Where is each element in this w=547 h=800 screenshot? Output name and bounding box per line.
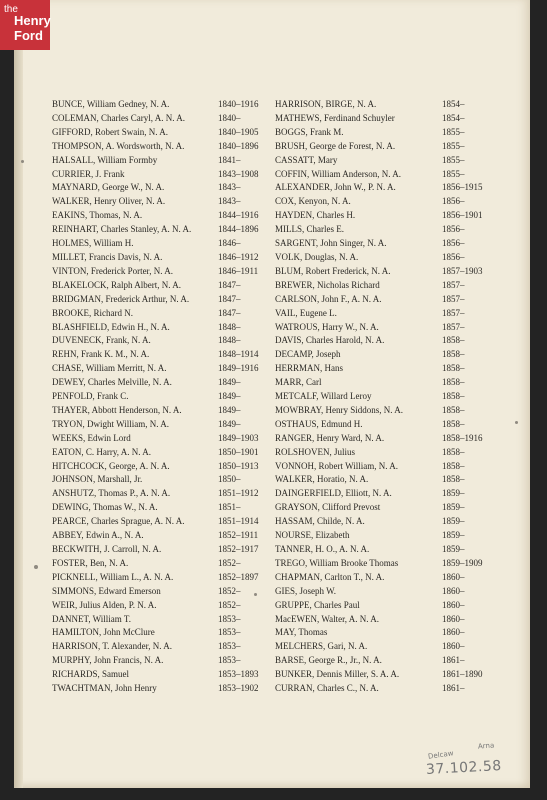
artist-years: 1858– <box>442 391 465 402</box>
artist-years: 1852– <box>218 585 241 596</box>
artist-years: 1853– <box>218 655 241 666</box>
artist-years: 1856– <box>442 251 465 262</box>
artist-name: TANNER, H. O., A. N. A. <box>275 544 370 554</box>
artist-years: 1859– <box>442 516 465 527</box>
artist-name: DEWING, Thomas W., N. A. <box>52 502 158 513</box>
artist-years: 1848–1914 <box>218 349 259 360</box>
artist-years: 1851– <box>218 502 241 513</box>
artist-years: 1851–1914 <box>218 516 259 527</box>
artist-years: 1857– <box>442 293 465 304</box>
artist-name: JOHNSON, Marshall, Jr. <box>52 474 143 485</box>
artist-name: DECAMP, Joseph <box>275 349 341 360</box>
artist-years: 1852– <box>218 557 241 568</box>
ink-spot <box>21 160 24 163</box>
artist-years: 1858–1916 <box>442 432 483 443</box>
artist-name: METCALF, Willard Leroy <box>275 391 372 402</box>
artist-name: ALEXANDER, John W., P. N. A. <box>275 182 396 193</box>
artist-name: GRUPPE, Charles Paul <box>275 599 360 610</box>
artist-name: ROLSHOVEN, Julius <box>275 446 356 457</box>
artist-name: HAYDEN, Charles H. <box>275 210 356 221</box>
artist-years: 1858– <box>442 363 465 374</box>
artist-name: NOURSE, Elizabeth <box>275 530 350 541</box>
artist-name: WEEKS, Edwin Lord <box>52 432 131 443</box>
artist-years: 1854– <box>442 99 465 109</box>
artist-name: MARR, Carl <box>275 377 322 388</box>
artist-name: SARGENT, John Singer, N. A. <box>275 238 387 249</box>
artist-years: 1849–1916 <box>218 363 259 374</box>
artist-name: THOMPSON, A. Wordsworth, N. A. <box>52 140 185 151</box>
artist-years: 1850–1901 <box>218 446 259 457</box>
artist-name: ABBEY, Edwin A., N. A. <box>52 530 144 541</box>
artist-name: HOLMES, William H. <box>52 238 134 249</box>
artist-years: 1852– <box>218 599 241 610</box>
artist-name: VOLK, Douglas, N. A. <box>275 251 359 262</box>
artist-name: HASSAM, Childe, N. A. <box>275 516 365 527</box>
artist-name: CURRAN, Charles C., N. A. <box>275 683 379 694</box>
artist-years: 1844–1916 <box>218 210 259 221</box>
artist-years: 1857– <box>442 321 465 332</box>
artist-name: WALKER, Henry Oliver, N. A. <box>52 196 166 207</box>
artist-name: GRAYSON, Clifford Prevost <box>275 502 381 513</box>
artist-years: 1853– <box>218 613 241 624</box>
artist-years: 1855– <box>442 168 465 179</box>
artist-years: 1860– <box>442 571 465 582</box>
artist-name: DANNET, William T. <box>52 613 131 624</box>
artist-years: 1859– <box>442 488 465 499</box>
artist-years: 1858– <box>442 349 465 360</box>
artist-years: 1858– <box>442 474 465 485</box>
artist-years: 1843– <box>218 196 241 207</box>
artist-years: 1849–1903 <box>218 432 259 443</box>
artist-name: WALKER, Horatio, N. A. <box>275 474 369 485</box>
artist-name: HITCHCOCK, George, A. N. A. <box>52 460 170 471</box>
artist-name: GIFFORD, Robert Swain, N. A. <box>52 126 169 137</box>
artist-name: TWACHTMAN, John Henry <box>52 683 157 694</box>
artist-years: 1840–1896 <box>218 140 259 151</box>
artist-name: THAYER, Abbott Henderson, N. A. <box>52 404 182 415</box>
artist-years: 1857– <box>442 307 465 318</box>
artist-name: HARRISON, T. Alexander, N. A. <box>52 641 173 652</box>
artist-name: REINHART, Charles Stanley, A. N. A. <box>52 224 192 235</box>
artist-name: BROOKE, Richard N. <box>52 307 133 318</box>
artist-years: 1856–1915 <box>442 182 483 193</box>
artist-name: BUNKER, Dennis Miller, S. A. A. <box>275 669 400 680</box>
artist-years: 1840–1905 <box>218 126 259 137</box>
artist-name: HARRISON, BIRGE, N. A. <box>275 99 377 109</box>
artist-years: 1840– <box>218 112 241 123</box>
artist-years: 1846– <box>218 238 241 249</box>
artist-name: CARLSON, John F., A. N. A. <box>275 293 382 304</box>
page-binding-edge <box>14 0 23 788</box>
artist-years: 1858– <box>442 377 465 388</box>
artist-name: DEWEY, Charles Melville, N. A. <box>52 377 172 388</box>
artist-years: 1861–1890 <box>442 669 483 680</box>
artist-years: 1861– <box>442 655 465 666</box>
artist-years: 1860– <box>442 627 465 638</box>
artist-years: 1848– <box>218 321 241 332</box>
artist-years: 1855– <box>442 154 465 165</box>
artist-years: 1843–1908 <box>218 168 259 179</box>
artist-years: 1860– <box>442 599 465 610</box>
artist-name: BRIDGMAN, Frederick Arthur, N. A. <box>52 293 190 304</box>
artist-name: ANSHUTZ, Thomas P., A. N. A. <box>52 488 171 499</box>
artist-name: SIMMONS, Edward Emerson <box>52 585 161 596</box>
artist-years: 1849– <box>218 377 241 388</box>
artist-years: 1859– <box>442 530 465 541</box>
artist-years: 1840–1916 <box>218 99 259 109</box>
artist-name: VONNOH, Robert William, N. A. <box>275 460 398 471</box>
artist-name: BRUSH, George de Forest, N. A. <box>275 140 396 151</box>
artist-name: MAYNARD, George W., N. A. <box>52 182 165 193</box>
artist-name: BECKWITH, J. Carroll, N. A. <box>52 544 162 554</box>
artist-years: 1849– <box>218 418 241 429</box>
artist-years: 1852–1911 <box>218 530 259 541</box>
artist-years: 1858– <box>442 418 465 429</box>
artist-years: 1852–1917 <box>218 544 259 554</box>
artist-name: WATROUS, Harry W., N. A. <box>275 321 379 332</box>
artist-name: MELCHERS, Gari, N. A. <box>275 641 368 652</box>
artist-name: CHAPMAN, Carlton T., N. A. <box>275 571 385 582</box>
artist-name: OSTHAUS, Edmund H. <box>275 418 363 429</box>
artist-years: 1847– <box>218 279 241 290</box>
artist-years: 1858– <box>442 404 465 415</box>
artist-name: MOWBRAY, Henry Siddons, N. A. <box>275 404 404 415</box>
handwritten-marks <box>420 742 530 782</box>
artist-years: 1858– <box>442 446 465 457</box>
artist-name: PENFOLD, Frank C. <box>52 391 129 402</box>
ink-spot <box>34 565 38 569</box>
artist-name: DAVIS, Charles Harold, N. A. <box>275 335 385 346</box>
artist-years: 1850– <box>218 474 241 485</box>
artist-years: 1844–1896 <box>218 224 259 235</box>
ink-spot <box>515 421 518 424</box>
artist-years: 1860– <box>442 613 465 624</box>
handwritten-note: Delcaw <box>427 749 454 761</box>
artist-name: BLAKELOCK, Ralph Albert, N. A. <box>52 279 181 290</box>
artist-years: 1846–1911 <box>218 265 259 276</box>
henry-ford-logo: the Henry Ford <box>0 0 50 50</box>
artist-name: WEIR, Julius Alden, P. N. A. <box>52 599 157 610</box>
artist-years: 1855– <box>442 140 465 151</box>
artist-name: EATON, C. Harry, A. N. A. <box>52 446 151 457</box>
accession-number: 37.102.58 <box>425 758 503 778</box>
artist-years: 1853– <box>218 627 241 638</box>
artist-name: BOGGS, Frank M. <box>275 126 344 137</box>
artist-years: 1860– <box>442 585 465 596</box>
artist-name: COFFIN, William Anderson, N. A. <box>275 168 401 179</box>
artist-name: RANGER, Henry Ward, N. A. <box>275 432 385 443</box>
artist-name: VINTON, Frederick Porter, N. A. <box>52 265 173 276</box>
artist-name: MURPHY, John Francis, N. A. <box>52 655 164 666</box>
artist-years: 1856– <box>442 196 465 207</box>
artist-years: 1851–1912 <box>218 488 259 499</box>
artist-years: 1859– <box>442 544 465 554</box>
artist-years: 1849– <box>218 404 241 415</box>
artist-years: 1859–1909 <box>442 557 483 568</box>
artist-years: 1858– <box>442 335 465 346</box>
ink-spot <box>254 593 257 596</box>
artist-name: BLASHFIELD, Edwin H., N. A. <box>52 321 170 332</box>
artist-years: 1853– <box>218 641 241 652</box>
artist-years: 1857– <box>442 279 465 290</box>
artist-years: 1859– <box>442 502 465 513</box>
artist-years: 1843– <box>218 182 241 193</box>
artist-name: MATHEWS, Ferdinand Schuyler <box>275 112 395 123</box>
artist-name: RICHARDS, Samuel <box>52 669 130 680</box>
artist-years: 1858– <box>442 460 465 471</box>
artist-name: REHN, Frank K. M., N. A. <box>52 349 150 360</box>
artist-years: 1853–1893 <box>218 669 259 680</box>
artist-years: 1854– <box>442 112 465 123</box>
artist-name: COLEMAN, Charles Caryl, A. N. A. <box>52 112 185 123</box>
artist-name: CHASE, William Merritt, N. A. <box>52 363 167 374</box>
artist-name: DAINGERFIELD, Elliott, N. A. <box>275 488 392 499</box>
artist-years: 1856– <box>442 224 465 235</box>
artist-name: DUVENECK, Frank, N. A. <box>52 335 151 346</box>
artist-name: EAKINS, Thomas, N. A. <box>52 210 143 221</box>
artist-years: 1853–1902 <box>218 683 259 694</box>
artist-name: BLUM, Robert Frederick, N. A. <box>275 265 391 276</box>
artist-years: 1852–1897 <box>218 571 259 582</box>
artist-name: PICKNELL, William L., A. N. A. <box>52 571 174 582</box>
artist-name: GIES, Joseph W. <box>275 585 337 596</box>
artist-name: MacEWEN, Walter, A. N. A. <box>275 613 379 624</box>
artist-years: 1856– <box>442 238 465 249</box>
artist-name: BREWER, Nicholas Richard <box>275 279 380 290</box>
artist-years: 1861– <box>442 683 465 694</box>
artist-years: 1841– <box>218 154 241 165</box>
artist-name: MILLS, Charles E. <box>275 224 344 235</box>
handwritten-note: Arna <box>477 741 495 751</box>
artist-name: CURRIER, J. Frank <box>52 168 125 179</box>
artist-years: 1847– <box>218 307 241 318</box>
artist-years: 1847– <box>218 293 241 304</box>
artist-years: 1850–1913 <box>218 460 259 471</box>
artist-name: TRYON, Dwight William, N. A. <box>52 418 169 429</box>
artist-years: 1855– <box>442 126 465 137</box>
artist-name: HALSALL, William Formby <box>52 154 158 165</box>
artist-name: MILLET, Francis Davis, N. A. <box>52 251 163 262</box>
artist-name: BUNCE, William Gedney, N. A. <box>52 99 170 109</box>
artist-name: MAY, Thomas <box>275 627 328 638</box>
artist-years: 1860– <box>442 641 465 652</box>
artist-years: 1848– <box>218 335 241 346</box>
artist-years: 1846–1912 <box>218 251 259 262</box>
artist-name: TREGO, William Brooke Thomas <box>275 557 399 568</box>
artist-years: 1849– <box>218 391 241 402</box>
artist-name: COX, Kenyon, N. A. <box>275 196 351 207</box>
artist-name: VAIL, Eugene L. <box>275 307 337 318</box>
artist-name: CASSATT, Mary <box>275 154 338 165</box>
artist-years: 1856–1901 <box>442 210 483 221</box>
artist-name: BARSE, George R., Jr., N. A. <box>275 655 382 666</box>
artist-name: FOSTER, Ben, N. A. <box>52 557 129 568</box>
artist-name: HERRMAN, Hans <box>275 363 344 374</box>
artist-years: 1857–1903 <box>442 265 483 276</box>
artist-name: HAMILTON, John McClure <box>52 627 155 638</box>
artist-name: PEARCE, Charles Sprague, A. N. A. <box>52 516 185 527</box>
